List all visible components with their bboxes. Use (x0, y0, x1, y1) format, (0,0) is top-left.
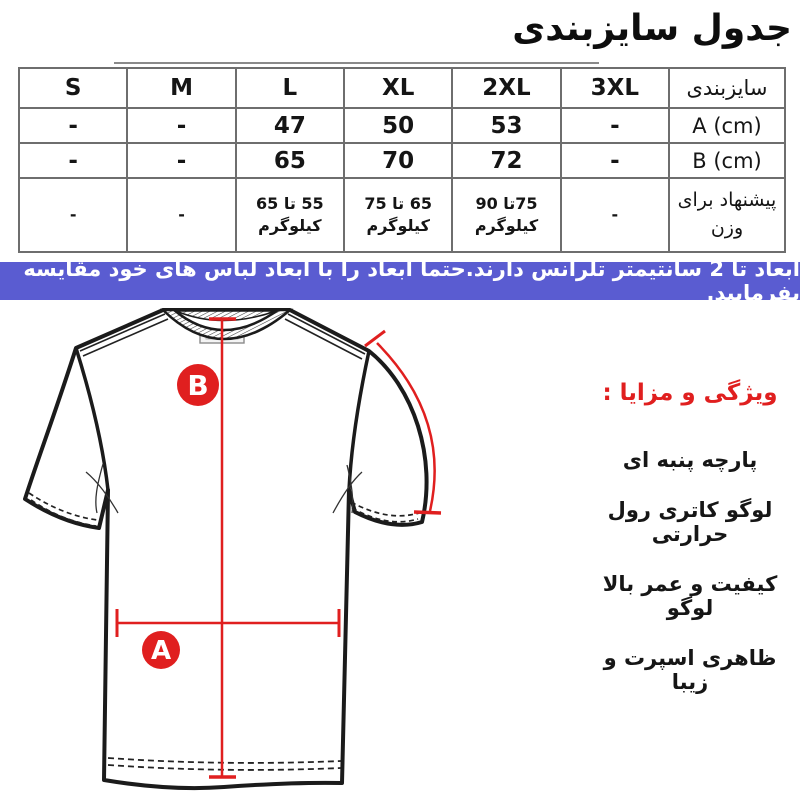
col-header-l: L (236, 68, 344, 108)
cell-a-2xl: 53 (452, 108, 560, 143)
cell-wt-xl: 65 تا 75 کیلوگرم (344, 178, 452, 252)
row-label-b: B (cm) (669, 143, 785, 178)
cell-b-2xl: 72 (452, 143, 560, 178)
cell-wt-3xl: - (561, 178, 669, 252)
marker-a-label: A (150, 636, 172, 666)
table-top-artifact-line (114, 62, 599, 64)
cell-a-3xl: - (561, 108, 669, 143)
tolerance-notice-banner (0, 257, 800, 305)
measure-curve-sleeve-bottom-tick (414, 512, 441, 513)
size-table-container (18, 67, 786, 253)
feature-item-fabric: پارچه پنبه ای (622, 448, 758, 472)
row-label-weight: پیشنهاد برای وزن (669, 178, 785, 252)
col-header-sizing: سایزبندی (669, 68, 785, 108)
row-a-cm (19, 108, 785, 143)
feature-item-logo-type: لوگو کاتری رول حرارتی (607, 498, 773, 546)
features-section (585, 378, 795, 720)
cell-a-l: 47 (236, 108, 344, 143)
cell-b-s: - (19, 143, 127, 178)
size-table (18, 67, 786, 253)
feature-item-logo-quality: کیفیت و عمر بالا لوگو (602, 572, 778, 620)
marker-b-label: B (187, 369, 209, 402)
tolerance-notice-text: ابعاد تا 2 سانتیمتر تلرانس دارند.حتما ابعاد را با ابعاد لباس های خود مقایسه بفرمایید. (23, 257, 800, 305)
col-header-s: S (19, 68, 127, 108)
row-b-cm (19, 143, 785, 178)
size-table-header-row (19, 68, 785, 108)
measure-curve-sleeve-top-tick (365, 331, 385, 346)
page-title: جدول سایزبندی (512, 8, 792, 49)
cell-b-3xl: - (561, 143, 669, 178)
row-label-a: A (cm) (669, 108, 785, 143)
marker-b (177, 364, 219, 406)
col-header-3xl: 3XL (561, 68, 669, 108)
marker-a (142, 631, 180, 669)
cell-a-s: - (19, 108, 127, 143)
cell-b-xl: 70 (344, 143, 452, 178)
cell-wt-l: 55 تا 65 کیلوگرم (236, 178, 344, 252)
cell-wt-s: - (19, 178, 127, 252)
cell-b-l: 65 (236, 143, 344, 178)
features-heading: ویژگی و مزایا : (602, 380, 778, 406)
cell-a-m: - (127, 108, 235, 143)
tshirt-measurement-diagram (0, 300, 480, 800)
row-weight-suggestion (19, 178, 785, 252)
col-header-xl: XL (344, 68, 452, 108)
col-header-2xl: 2XL (452, 68, 560, 108)
cell-a-xl: 50 (344, 108, 452, 143)
col-header-m: M (127, 68, 235, 108)
cell-b-m: - (127, 143, 235, 178)
cell-wt-2xl: 75تا 90 کیلوگرم (452, 178, 560, 252)
feature-item-appearance: ظاهری اسپرت و زیبا (603, 646, 777, 694)
cell-wt-m: - (127, 178, 235, 252)
